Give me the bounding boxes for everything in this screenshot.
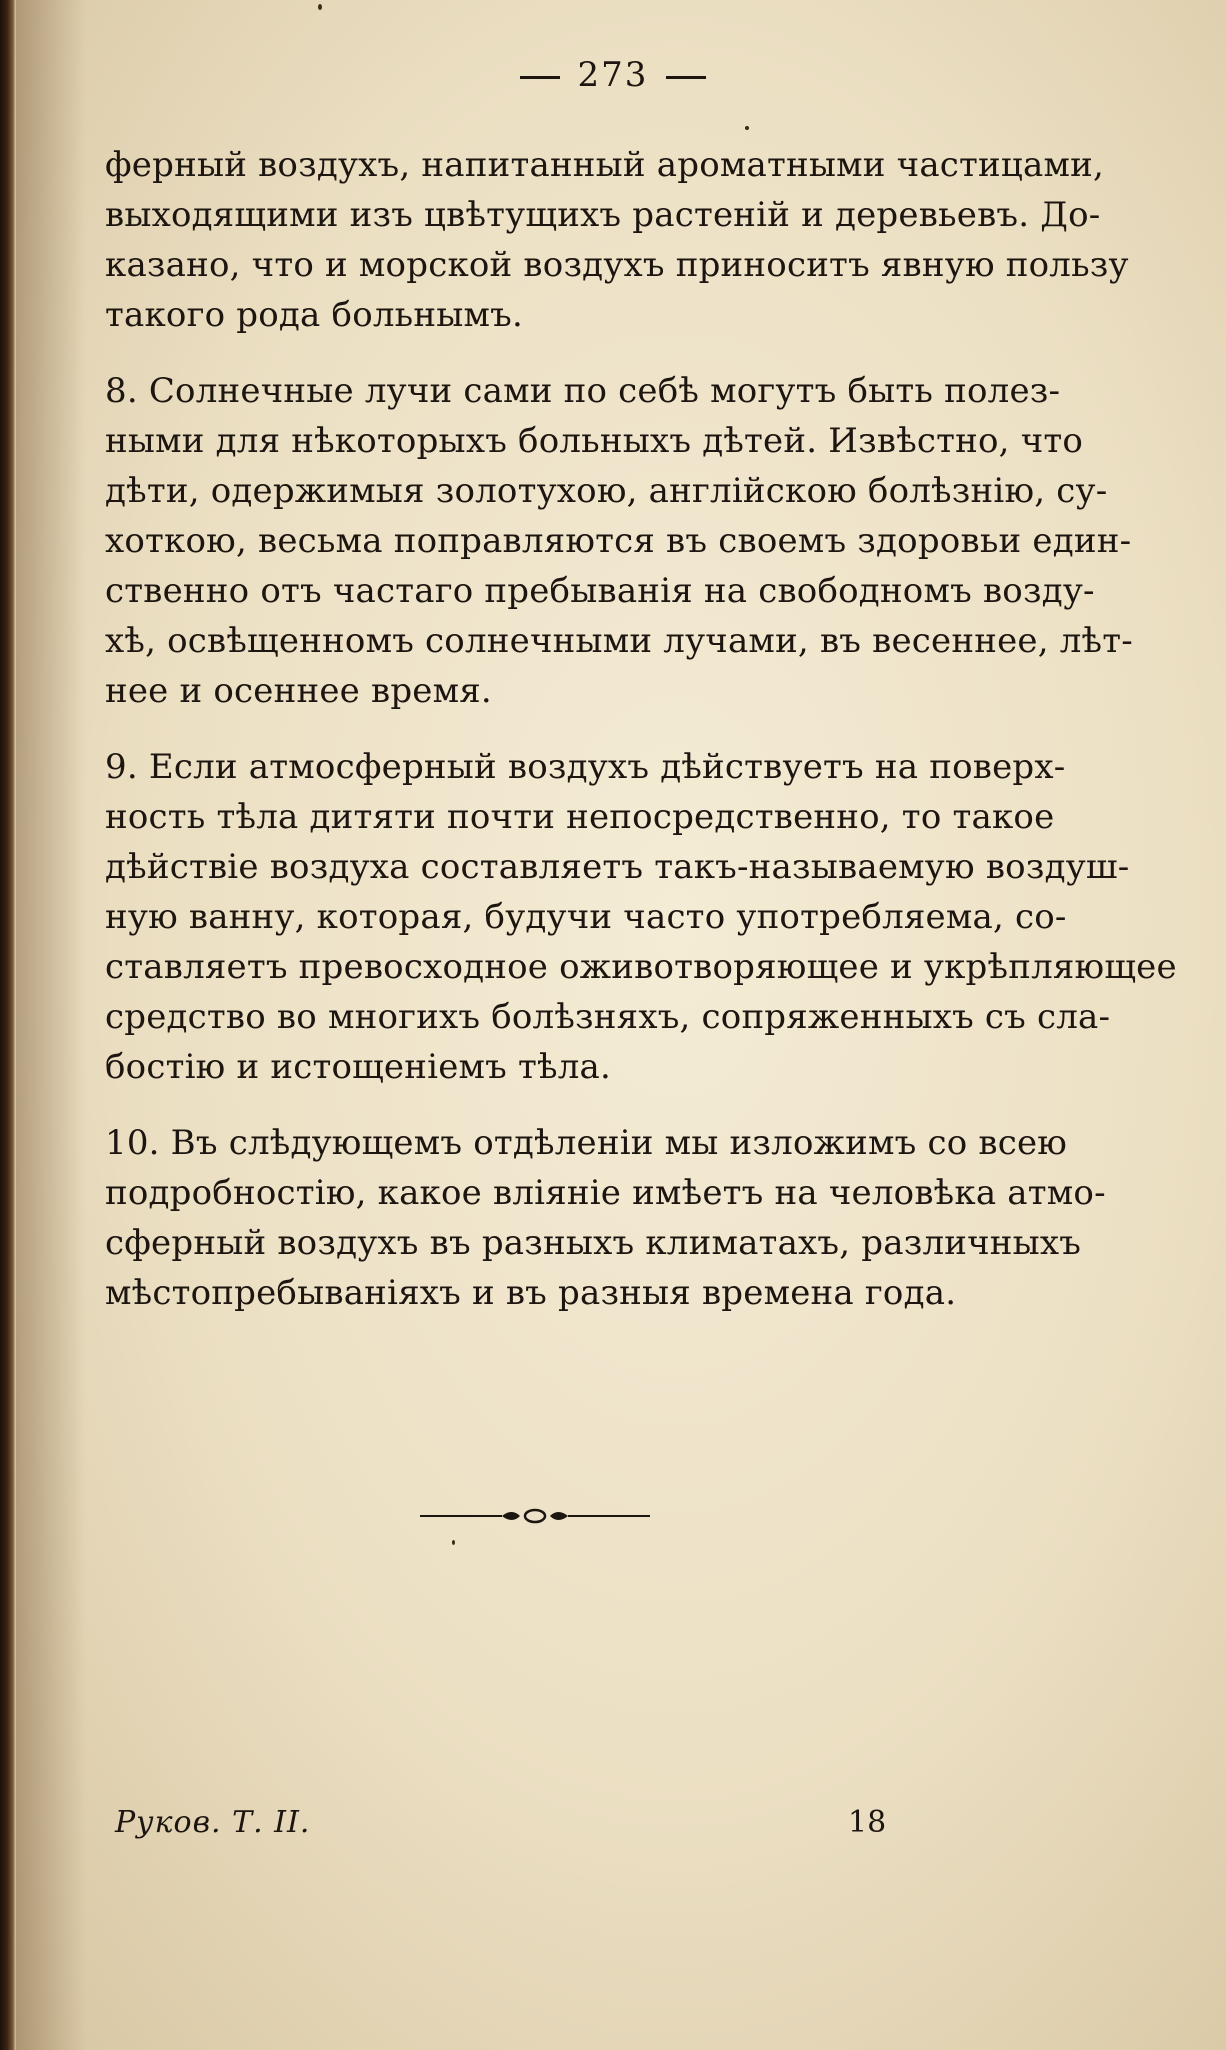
text-line: дѣйствіе воздуха составляетъ такъ-называемую воздуш- [105,847,1130,887]
text-line: хѣ, освѣщенномъ солнечными лучами, въ весеннее, лѣт- [105,621,1133,661]
text-line: мѣстопребываніяхъ и въ разныя времена года. [105,1273,957,1313]
text-line: 9. Если атмосферный воздухъ дѣйствуетъ на поверх- [105,747,1066,787]
text-line: 10. Въ слѣдующемъ отдѣленіи мы изложимъ со всею [105,1123,1068,1163]
paragraph-continued [105,140,1129,340]
text-line: средство во многихъ болѣзняхъ, сопряженныхъ съ сла- [105,997,1111,1037]
paragraph-8 [105,366,1133,716]
page-number-dash-left [520,76,560,79]
text-line: ность тѣла дитяти почти непосредственно, то такое [105,797,1055,837]
text-line: ственно отъ частаго пребыванія на свободномъ возду- [105,571,1095,611]
paragraph-10 [105,1118,1106,1318]
page-number [0,55,1226,95]
text-line: ными для нѣкоторыхъ больныхъ дѣтей. Извѣстно, что [105,421,1084,461]
print-speck [452,1540,455,1545]
text-line: бостію и истощеніемъ тѣла. [105,1047,611,1087]
text-line: хоткою, весьма поправляются въ своемъ здоровьи един- [105,521,1132,561]
ornament-divider [420,1504,650,1528]
print-speck [318,4,322,10]
text-line: выходящими изъ цвѣтущихъ растеній и деревьевъ. До- [105,195,1101,235]
page-number-value: 273 [577,55,649,95]
signature-mark: Руков. Т. II. [115,1805,311,1840]
book-binding-edge [0,0,16,2050]
print-speck [745,126,749,130]
page-number-dash-right [666,76,706,79]
text-line: ставляетъ превосходное оживотворяющее и укрѣпляющее [105,947,1177,987]
text-line: сферный воздухъ въ разныхъ климатахъ, различныхъ [105,1223,1082,1263]
text-line: 8. Солнечные лучи сами по себѣ могутъ быть полез- [105,371,1061,411]
text-line: подробностію, какое вліяніе имѣетъ на человѣка атмо- [105,1173,1106,1213]
text-line: дѣти, одержимыя золотухою, англійскою болѣзнію, су- [105,471,1108,511]
body-text [105,140,1177,1344]
text-line: ферный воздухъ, напитанный ароматными частицами, [105,145,1104,185]
text-line: такого рода больнымъ. [105,295,523,335]
text-line: нее и осеннее время. [105,671,492,711]
sheet-number: 18 [848,1805,887,1840]
binding-shadow [16,0,86,2050]
text-line: ную ванну, которая, будучи часто употребляема, со- [105,897,1067,937]
paragraph-9 [105,742,1177,1092]
text-line: казано, что и морской воздухъ приноситъ явную пользу [105,245,1129,285]
